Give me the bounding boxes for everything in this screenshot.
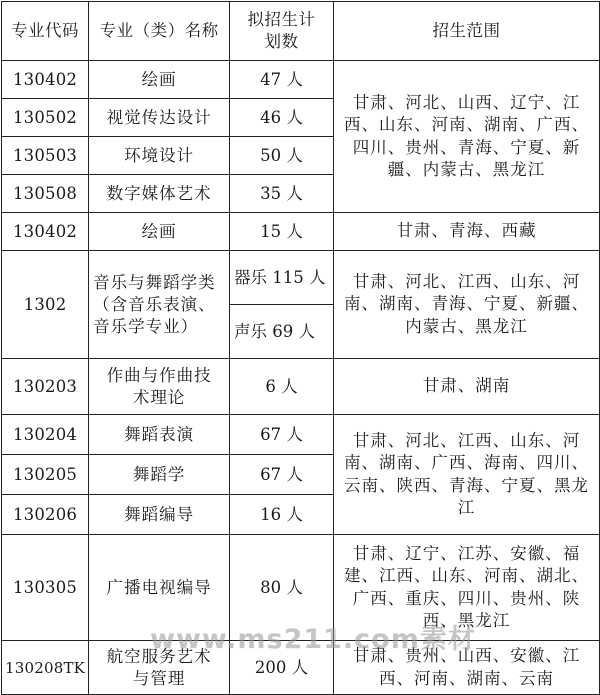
plan-count: 47 人 xyxy=(230,61,334,99)
enrollment-scope: 甘肃、辽宁、江苏、安徽、福建、江西、山东、河南、湖北、广西、重庆、四川、贵州、陕西、黑龙江 xyxy=(334,535,600,641)
major-code: 130208TK xyxy=(2,641,89,695)
major-code: 130502 xyxy=(2,99,89,137)
major-name: 舞蹈表演 xyxy=(89,415,230,455)
table-row xyxy=(2,213,600,251)
header-code: 专业代码 xyxy=(2,2,89,61)
header-scope: 招生范围 xyxy=(334,2,600,61)
plan-count: 80 人 xyxy=(230,535,334,641)
major-name: 舞蹈编导 xyxy=(89,495,230,535)
major-name: 航空服务艺术与管理 xyxy=(89,641,230,695)
enrollment-scope: 甘肃、河北、江西、山东、河南、湖南、青海、宁夏、新疆、内蒙古、黑龙江 xyxy=(334,251,600,359)
enrollment-plan-table xyxy=(1,1,600,695)
enrollment-scope: 甘肃、青海、西藏 xyxy=(334,213,600,251)
enrollment-scope: 甘肃、湖南 xyxy=(334,359,600,415)
enrollment-scope: 甘肃、贵州、山西、安徽、江西、河南、湖南、云南 xyxy=(334,641,600,695)
major-code: 130508 xyxy=(2,175,89,213)
major-code: 130206 xyxy=(2,495,89,535)
watermark: www.ms211.com素材 xyxy=(150,624,476,655)
table-row xyxy=(2,251,600,305)
plan-count: 16 人 xyxy=(230,495,334,535)
major-code: 130402 xyxy=(2,61,89,99)
major-code: 1302 xyxy=(2,251,89,359)
major-name: 环境设计 xyxy=(89,137,230,175)
table-row xyxy=(2,641,600,695)
table-row xyxy=(2,415,600,455)
major-code: 130203 xyxy=(2,359,89,415)
major-code: 130402 xyxy=(2,213,89,251)
table-row xyxy=(2,61,600,99)
header-name: 专业（类）名称 xyxy=(89,2,230,61)
major-name: 作曲与作曲技术理论 xyxy=(89,359,230,415)
plan-count: 50 人 xyxy=(230,137,334,175)
plan-count: 35 人 xyxy=(230,175,334,213)
plan-count: 200 人 xyxy=(230,641,334,695)
header-row xyxy=(2,2,600,61)
major-name: 音乐与舞蹈学类（含音乐表演、音乐学专业） xyxy=(89,251,230,359)
table-row xyxy=(2,359,600,415)
major-code: 130205 xyxy=(2,455,89,495)
major-name: 视觉传达设计 xyxy=(89,99,230,137)
plan-count-instrumental: 器乐 115 人 xyxy=(230,251,334,305)
plan-count: 67 人 xyxy=(230,415,334,455)
major-name: 数字媒体艺术 xyxy=(89,175,230,213)
major-name: 广播电视编导 xyxy=(89,535,230,641)
major-code: 130503 xyxy=(2,137,89,175)
plan-count-vocal: 声乐 69 人 xyxy=(230,305,334,359)
plan-count: 46 人 xyxy=(230,99,334,137)
table-row xyxy=(2,535,600,641)
plan-count: 15 人 xyxy=(230,213,334,251)
major-name: 舞蹈学 xyxy=(89,455,230,495)
enrollment-scope: 甘肃、河北、江西、山东、河南、湖南、广西、海南、四川、云南、陕西、青海、宁夏、黑龙江 xyxy=(334,415,600,535)
header-plan: 拟招生计划数 xyxy=(230,2,334,61)
major-code: 130305 xyxy=(2,535,89,641)
plan-count: 6 人 xyxy=(230,359,334,415)
major-code: 130204 xyxy=(2,415,89,455)
major-name: 绘画 xyxy=(89,213,230,251)
plan-count: 67 人 xyxy=(230,455,334,495)
enrollment-scope: 甘肃、河北、山西、辽宁、江西、山东、河南、湖南、广西、四川、贵州、青海、宁夏、新疆、内蒙古、黑龙江 xyxy=(334,61,600,213)
major-name: 绘画 xyxy=(89,61,230,99)
